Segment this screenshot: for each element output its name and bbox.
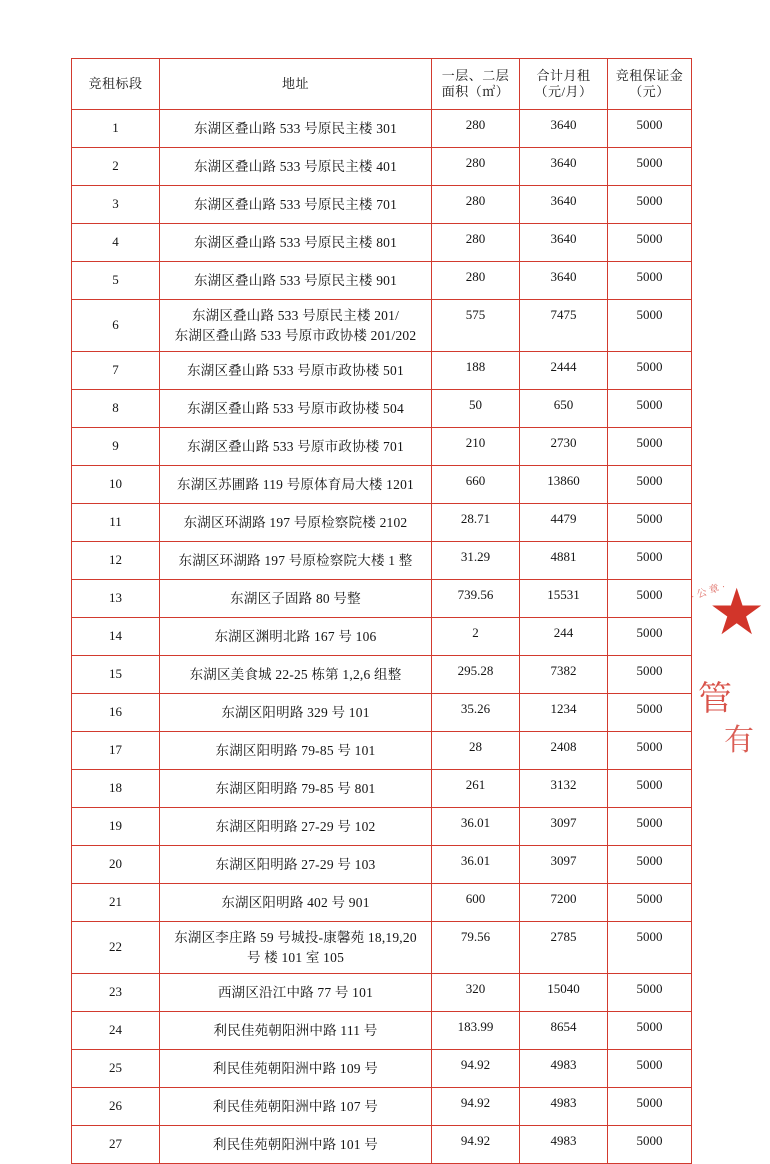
cell-lot: 1 xyxy=(72,110,160,148)
cell-deposit: 5000 xyxy=(608,770,692,808)
table-row xyxy=(72,390,692,428)
table-row xyxy=(72,922,692,974)
cell-address-line: 东湖区苏圃路 119 号原体育局大楼 1201 xyxy=(177,476,414,492)
cell-address xyxy=(160,466,432,504)
cell-address-line: 东湖区阳明路 329 号 101 xyxy=(221,704,370,720)
table-row xyxy=(72,974,692,1012)
cell-address-line: 东湖区叠山路 533 号原市政协楼 701 xyxy=(187,438,404,454)
cell-lot: 10 xyxy=(72,466,160,504)
cell-address xyxy=(160,224,432,262)
cell-area: 280 xyxy=(432,148,520,186)
cell-lot: 3 xyxy=(72,186,160,224)
cell-lot: 2 xyxy=(72,148,160,186)
table-row xyxy=(72,1088,692,1126)
cell-deposit: 5000 xyxy=(608,618,692,656)
cell-address xyxy=(160,186,432,224)
cell-address-line: 东湖区环湖路 197 号原检察院大楼 1 整 xyxy=(178,552,413,568)
cell-address xyxy=(160,656,432,694)
cell-rent: 3640 xyxy=(520,110,608,148)
cell-deposit: 5000 xyxy=(608,732,692,770)
cell-address xyxy=(160,1088,432,1126)
cell-area: 36.01 xyxy=(432,846,520,884)
cell-address xyxy=(160,148,432,186)
table-row xyxy=(72,110,692,148)
cell-rent: 3097 xyxy=(520,846,608,884)
column-header-area-line2: 面积（㎡） xyxy=(441,84,510,99)
cell-lot: 18 xyxy=(72,770,160,808)
column-header-deposit-line1: 竞租保证金 xyxy=(615,67,684,83)
cell-area: 79.56 xyxy=(432,922,520,974)
cell-address-line: 东湖区叠山路 533 号原民主楼 801 xyxy=(193,234,398,250)
cell-rent: 2730 xyxy=(520,428,608,466)
table-row xyxy=(72,504,692,542)
cell-deposit: 5000 xyxy=(608,428,692,466)
cell-deposit: 5000 xyxy=(608,580,692,618)
cell-deposit: 5000 xyxy=(608,656,692,694)
cell-rent: 4881 xyxy=(520,542,608,580)
table-row xyxy=(72,542,692,580)
table-row xyxy=(72,1012,692,1050)
cell-rent: 4983 xyxy=(520,1088,608,1126)
cell-lot: 7 xyxy=(72,352,160,390)
cell-area: 35.26 xyxy=(432,694,520,732)
table-row xyxy=(72,428,692,466)
cell-area: 280 xyxy=(432,186,520,224)
official-stamp xyxy=(690,565,770,765)
cell-address xyxy=(160,110,432,148)
cell-rent: 244 xyxy=(520,618,608,656)
cell-area: 50 xyxy=(432,390,520,428)
cell-lot: 5 xyxy=(72,262,160,300)
cell-address-line: 东湖区叠山路 533 号原市政协楼 201/202 xyxy=(174,327,417,343)
cell-area: 660 xyxy=(432,466,520,504)
cell-address-line: 东湖区阳明路 79-85 号 801 xyxy=(215,780,376,796)
cell-area: 600 xyxy=(432,884,520,922)
cell-deposit: 5000 xyxy=(608,974,692,1012)
table-row xyxy=(72,580,692,618)
column-header-deposit xyxy=(608,59,692,110)
table-row xyxy=(72,618,692,656)
cell-rent: 2785 xyxy=(520,922,608,974)
cell-address xyxy=(160,922,432,974)
cell-address xyxy=(160,974,432,1012)
cell-address-line: 东湖区叠山路 533 号原民主楼 901 xyxy=(193,272,398,288)
stamp-glyph-primary: 管 xyxy=(698,681,732,718)
cell-address xyxy=(160,618,432,656)
cell-rent: 7382 xyxy=(520,656,608,694)
cell-lot: 15 xyxy=(72,656,160,694)
cell-rent: 3640 xyxy=(520,186,608,224)
cell-address-line: 东湖区阳明路 79-85 号 101 xyxy=(215,742,376,758)
cell-deposit: 5000 xyxy=(608,262,692,300)
cell-address-line: 西湖区沿江中路 77 号 101 xyxy=(217,984,374,1000)
cell-area: 36.01 xyxy=(432,808,520,846)
cell-deposit: 5000 xyxy=(608,694,692,732)
cell-address-line: 东湖区阳明路 402 号 901 xyxy=(221,894,370,910)
table-row xyxy=(72,1126,692,1164)
cell-address xyxy=(160,580,432,618)
cell-lot: 19 xyxy=(72,808,160,846)
cell-lot: 20 xyxy=(72,846,160,884)
cell-area: 94.92 xyxy=(432,1050,520,1088)
cell-area: 261 xyxy=(432,770,520,808)
column-header-deposit-line2: （元） xyxy=(629,84,670,99)
cell-address-line: 号 楼 101 室 105 xyxy=(246,949,345,965)
cell-lot: 14 xyxy=(72,618,160,656)
column-header-rent-line2: （元/月） xyxy=(534,84,593,99)
cell-deposit: 5000 xyxy=(608,300,692,352)
cell-address xyxy=(160,1050,432,1088)
cell-rent: 7200 xyxy=(520,884,608,922)
cell-rent: 3097 xyxy=(520,808,608,846)
cell-rent: 650 xyxy=(520,390,608,428)
cell-area: 188 xyxy=(432,352,520,390)
bid-table-container xyxy=(71,58,691,1164)
cell-deposit: 5000 xyxy=(608,352,692,390)
table-row xyxy=(72,656,692,694)
cell-area: 31.29 xyxy=(432,542,520,580)
cell-address xyxy=(160,352,432,390)
table-header xyxy=(72,59,692,110)
cell-rent: 4983 xyxy=(520,1050,608,1088)
cell-deposit: 5000 xyxy=(608,224,692,262)
cell-lot: 13 xyxy=(72,580,160,618)
column-header-area xyxy=(432,59,520,110)
cell-lot: 21 xyxy=(72,884,160,922)
cell-lot: 27 xyxy=(72,1126,160,1164)
table-body xyxy=(72,110,692,1164)
cell-area: 210 xyxy=(432,428,520,466)
cell-address xyxy=(160,732,432,770)
cell-address xyxy=(160,300,432,352)
cell-rent: 15531 xyxy=(520,580,608,618)
cell-lot: 12 xyxy=(72,542,160,580)
cell-address-line: 东湖区渊明北路 167 号 106 xyxy=(214,628,377,644)
cell-area: 94.92 xyxy=(432,1088,520,1126)
cell-address-line: 东湖区叠山路 533 号原市政协楼 504 xyxy=(187,400,404,416)
table-row xyxy=(72,148,692,186)
cell-address-line: 利民佳苑朝阳洲中路 101 号 xyxy=(213,1136,378,1152)
cell-address xyxy=(160,770,432,808)
table-row xyxy=(72,732,692,770)
cell-area: 28 xyxy=(432,732,520,770)
cell-address-line: 东湖区阳明路 27-29 号 103 xyxy=(215,856,376,872)
cell-area: 280 xyxy=(432,110,520,148)
cell-lot: 9 xyxy=(72,428,160,466)
cell-deposit: 5000 xyxy=(608,1088,692,1126)
cell-address-line: 利民佳苑朝阳洲中路 109 号 xyxy=(213,1060,378,1076)
table-header-row xyxy=(72,59,692,110)
cell-address xyxy=(160,694,432,732)
cell-address xyxy=(160,808,432,846)
cell-area: 320 xyxy=(432,974,520,1012)
cell-address-line: 东湖区叠山路 533 号原民主楼 701 xyxy=(193,196,398,212)
cell-address-line: 东湖区叠山路 533 号原民主楼 401 xyxy=(193,158,398,174)
cell-lot: 22 xyxy=(72,922,160,974)
cell-lot: 6 xyxy=(72,300,160,352)
cell-area: 295.28 xyxy=(432,656,520,694)
cell-rent: 1234 xyxy=(520,694,608,732)
cell-area: 280 xyxy=(432,262,520,300)
cell-area: 28.71 xyxy=(432,504,520,542)
cell-rent: 3132 xyxy=(520,770,608,808)
cell-address xyxy=(160,1126,432,1164)
table-row xyxy=(72,186,692,224)
cell-lot: 26 xyxy=(72,1088,160,1126)
cell-address-line: 东湖区叠山路 533 号原民主楼 301 xyxy=(193,120,398,136)
cell-deposit: 5000 xyxy=(608,922,692,974)
cell-address xyxy=(160,390,432,428)
cell-lot: 4 xyxy=(72,224,160,262)
cell-deposit: 5000 xyxy=(608,466,692,504)
cell-address-line: 东湖区阳明路 27-29 号 102 xyxy=(215,818,376,834)
cell-rent: 3640 xyxy=(520,148,608,186)
column-header-address: 地址 xyxy=(160,59,432,110)
bid-lot-table xyxy=(71,58,692,1164)
cell-lot: 25 xyxy=(72,1050,160,1088)
cell-address xyxy=(160,504,432,542)
table-row xyxy=(72,352,692,390)
cell-rent: 7475 xyxy=(520,300,608,352)
cell-area: 575 xyxy=(432,300,520,352)
stamp-glyph-secondary: 有 xyxy=(724,724,754,757)
cell-address-line: 东湖区子固路 80 号整 xyxy=(230,590,361,606)
cell-area: 94.92 xyxy=(432,1126,520,1164)
cell-address xyxy=(160,846,432,884)
cell-address-line: 利民佳苑朝阳洲中路 107 号 xyxy=(213,1098,378,1114)
cell-address-line: 东湖区李庄路 59 号城投-康馨苑 18,19,20 xyxy=(174,929,417,945)
cell-address xyxy=(160,542,432,580)
cell-address-line: 利民佳苑朝阳洲中路 111 号 xyxy=(213,1022,378,1038)
cell-address xyxy=(160,884,432,922)
cell-deposit: 5000 xyxy=(608,504,692,542)
cell-deposit: 5000 xyxy=(608,1126,692,1164)
cell-lot: 24 xyxy=(72,1012,160,1050)
table-row xyxy=(72,262,692,300)
cell-rent: 15040 xyxy=(520,974,608,1012)
cell-address xyxy=(160,262,432,300)
stamp-arc-text: ·公章· xyxy=(689,580,730,603)
cell-lot: 23 xyxy=(72,974,160,1012)
table-row xyxy=(72,770,692,808)
cell-address xyxy=(160,428,432,466)
cell-address-line: 东湖区叠山路 533 号原市政协楼 501 xyxy=(187,362,404,378)
column-header-rent-line1: 合计月租 xyxy=(536,67,591,83)
cell-rent: 3640 xyxy=(520,224,608,262)
cell-deposit: 5000 xyxy=(608,186,692,224)
cell-rent: 2408 xyxy=(520,732,608,770)
column-header-area-line1: 一层、二层 xyxy=(441,67,510,83)
table-row xyxy=(72,884,692,922)
table-row xyxy=(72,466,692,504)
cell-deposit: 5000 xyxy=(608,846,692,884)
cell-lot: 8 xyxy=(72,390,160,428)
cell-deposit: 5000 xyxy=(608,542,692,580)
cell-deposit: 5000 xyxy=(608,110,692,148)
cell-deposit: 5000 xyxy=(608,808,692,846)
cell-deposit: 5000 xyxy=(608,1012,692,1050)
table-row xyxy=(72,224,692,262)
cell-address-line: 东湖区环湖路 197 号原检察院楼 2102 xyxy=(183,514,408,530)
table-row xyxy=(72,846,692,884)
cell-area: 2 xyxy=(432,618,520,656)
cell-area: 739.56 xyxy=(432,580,520,618)
column-header-lot: 竞租标段 xyxy=(72,59,160,110)
column-header-rent xyxy=(520,59,608,110)
cell-address-line: 东湖区美食城 22-25 栋第 1,2,6 组整 xyxy=(189,666,402,682)
cell-address-line: 东湖区叠山路 533 号原民主楼 201/ xyxy=(191,307,400,323)
cell-rent: 13860 xyxy=(520,466,608,504)
table-row xyxy=(72,808,692,846)
cell-lot: 17 xyxy=(72,732,160,770)
cell-rent: 4983 xyxy=(520,1126,608,1164)
table-row xyxy=(72,694,692,732)
cell-area: 183.99 xyxy=(432,1012,520,1050)
cell-address xyxy=(160,1012,432,1050)
cell-deposit: 5000 xyxy=(608,148,692,186)
cell-rent: 8654 xyxy=(520,1012,608,1050)
cell-rent: 4479 xyxy=(520,504,608,542)
cell-deposit: 5000 xyxy=(608,390,692,428)
cell-rent: 2444 xyxy=(520,352,608,390)
cell-deposit: 5000 xyxy=(608,884,692,922)
cell-deposit: 5000 xyxy=(608,1050,692,1088)
cell-lot: 16 xyxy=(72,694,160,732)
table-row xyxy=(72,300,692,352)
cell-lot: 11 xyxy=(72,504,160,542)
cell-rent: 3640 xyxy=(520,262,608,300)
table-row xyxy=(72,1050,692,1088)
cell-area: 280 xyxy=(432,224,520,262)
